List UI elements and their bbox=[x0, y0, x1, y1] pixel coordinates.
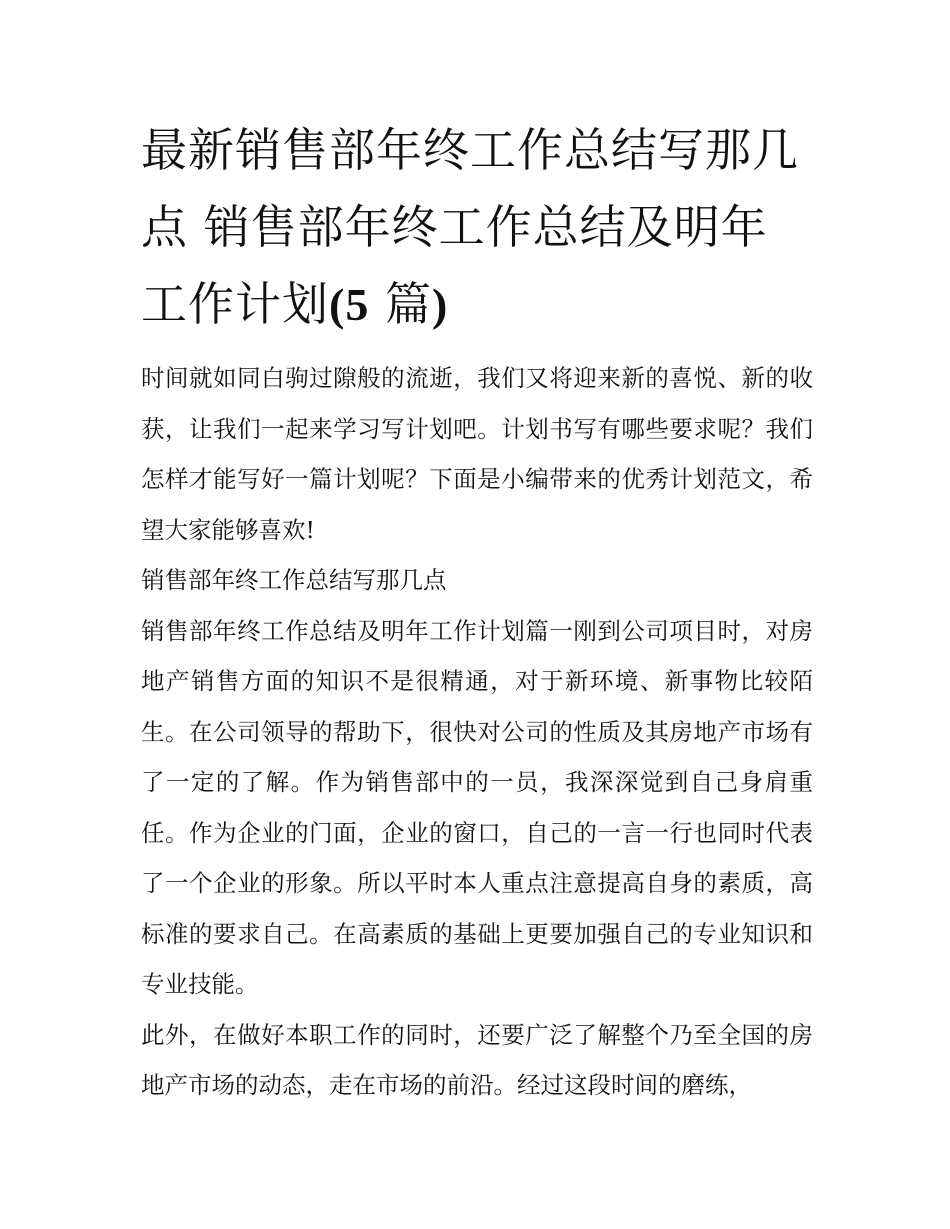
intro-paragraph: 时间就如同白驹过隙般的流逝，我们又将迎来新的喜悦、新的收获，让我们一起来学习写计划吧。计划书写有哪些要求呢？我们怎样才能写好一篇计划呢？下面是小编带来的优秀计划范文，希望大家能够喜欢! bbox=[141, 364, 813, 544]
body-paragraph-1: 销售部年终工作总结及明年工作计划篇一刚到公司项目时，对房地产销售方面的知识不是很精通，对于新环境、新事物比较陌生。在公司领导的帮助下，很快对公司的性质及其房地产市场有了一定的了解。作为销售部中的一员，我深深觉到自己身肩重任。作为企业的门面，企业的窗口，自己的一言一行也同时代表了一个企业的形象。所以平时本人重点注意提高自身的素质，高标准的要求自己。在高素质的基础上更要加强自己的专业知识和专业技能。 bbox=[141, 616, 813, 998]
body-paragraph-2: 此外，在做好本职工作的同时，还要广泛了解整个乃至全国的房地产市场的动态，走在市场的前沿。经过这段时间的磨练， bbox=[141, 1020, 813, 1099]
title-close-paren: ) bbox=[431, 279, 449, 330]
title-text: 最新销售部年终工作总结写那几点 销售部年终工作总结及明年工作计划 bbox=[141, 123, 799, 331]
title-unit: 篇 bbox=[384, 277, 432, 331]
title-count: (5 bbox=[329, 279, 370, 330]
document-body bbox=[141, 112, 813, 1111]
document-title bbox=[141, 112, 813, 343]
section-heading: 销售部年终工作总结写那几点 bbox=[141, 566, 447, 594]
